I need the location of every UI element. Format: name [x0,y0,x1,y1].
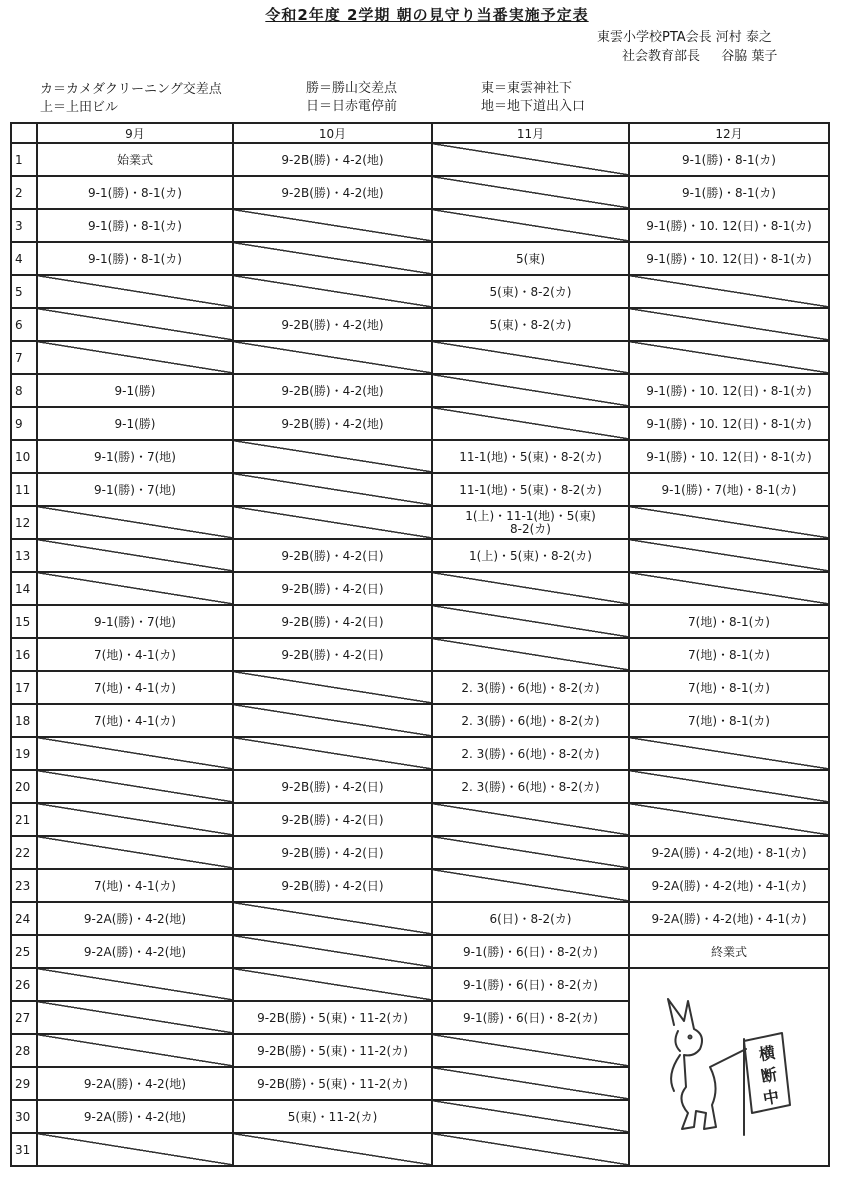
no-duty-cell [233,242,432,275]
schedule-cell: 2. 3(勝)・6(地)・8-2(カ) [432,737,629,770]
day-number: 30 [11,1100,37,1133]
day-number: 27 [11,1001,37,1034]
schedule-cell: 9-1(勝)・7(地) [37,605,233,638]
day-number: 7 [11,341,37,374]
no-duty-cell [629,572,829,605]
schedule-cell: 9-2B(勝)・4-2(日) [233,572,432,605]
table-row [11,935,829,968]
schedule-cell: 2. 3(勝)・6(地)・8-2(カ) [432,671,629,704]
no-duty-cell [233,275,432,308]
schedule-cell: 9-2B(勝)・4-2(日) [233,803,432,836]
no-duty-cell [233,671,432,704]
schedule-cell: 9-2B(勝)・4-2(日) [233,605,432,638]
day-number: 20 [11,770,37,803]
day-number: 25 [11,935,37,968]
table-row [11,803,829,836]
no-duty-cell [233,902,432,935]
schedule-cell: 始業式 [37,143,233,176]
table-row [11,902,829,935]
day-number: 11 [11,473,37,506]
table-row [11,671,829,704]
month-header: 9月 [37,123,233,143]
schedule-cell: 9-1(勝)・10. 12(日)・8-1(カ) [629,407,829,440]
no-duty-cell [37,308,233,341]
table-row [11,242,829,275]
table-row [11,341,829,374]
day-number: 19 [11,737,37,770]
no-duty-cell [233,341,432,374]
no-duty-cell [233,737,432,770]
schedule-cell: 9-2A(勝)・4-2(地) [37,902,233,935]
schedule-cell: 11-1(地)・5(東)・8-2(カ) [432,440,629,473]
page-title: 令和2年度 2学期 朝の見守り当番実施予定表 [265,6,589,24]
no-duty-cell [233,209,432,242]
no-duty-cell [233,1133,432,1166]
day-number: 17 [11,671,37,704]
schedule-cell: 1(上)・5(東)・8-2(カ) [432,539,629,572]
no-duty-cell [432,803,629,836]
no-duty-cell [432,1034,629,1067]
schedule-cell: 9-1(勝)・8-1(カ) [37,242,233,275]
schedule-table [10,122,830,1167]
schedule-cell: 9-2A(勝)・4-2(地) [37,935,233,968]
no-duty-cell [629,737,829,770]
month-header: 12月 [629,123,829,143]
no-duty-cell [629,803,829,836]
schedule-cell: 11-1(地)・5(東)・8-2(カ) [432,473,629,506]
no-duty-cell [233,935,432,968]
no-duty-cell [37,770,233,803]
day-number: 4 [11,242,37,275]
no-duty-cell [233,440,432,473]
table-row [11,968,829,1001]
schedule-cell: 5(東)・8-2(カ) [432,308,629,341]
no-duty-cell [629,539,829,572]
day-number: 9 [11,407,37,440]
schedule-cell: 9-2B(勝)・4-2(地) [233,374,432,407]
day-number: 8 [11,374,37,407]
svg-text:断: 断 [759,1064,779,1087]
schedule-cell: 9-2B(勝)・4-2(地) [233,407,432,440]
day-number: 5 [11,275,37,308]
day-number: 28 [11,1034,37,1067]
schedule-cell: 7(地)・8-1(カ) [629,605,829,638]
legend-higashi: 東＝東雲神社下 [481,81,573,96]
schedule-cell: 終業式 [629,935,829,968]
no-duty-cell [629,341,829,374]
table-row [11,836,829,869]
month-header: 11月 [432,123,629,143]
schedule-cell: 9-1(勝)・6(日)・8-2(カ) [432,968,629,1001]
no-duty-cell [432,1100,629,1133]
schedule-cell: 9-2B(勝)・5(東)・11-2(カ) [233,1001,432,1034]
schedule-cell: 9-2B(勝)・4-2(日) [233,638,432,671]
no-duty-cell [629,308,829,341]
day-number: 13 [11,539,37,572]
no-duty-cell [432,143,629,176]
no-duty-cell [37,968,233,1001]
schedule-cell: 7(地)・4-1(カ) [37,671,233,704]
table-row [11,473,829,506]
day-number: 6 [11,308,37,341]
schedule-cell: 1(上)・11-1(地)・5(東) 8-2(カ) [432,506,629,539]
day-number: 21 [11,803,37,836]
day-number: 10 [11,440,37,473]
legend-hi: 日＝日赤電停前 [306,99,398,114]
no-duty-cell [432,176,629,209]
schedule-cell: 7(地)・4-1(カ) [37,869,233,902]
schedule-cell: 5(東) [432,242,629,275]
schedule-cell: 9-1(勝)・10. 12(日)・8-1(カ) [629,374,829,407]
schedule-cell: 9-1(勝)・8-1(カ) [629,176,829,209]
schedule-cell: 9-2B(勝)・4-2(日) [233,836,432,869]
table-row [11,638,829,671]
day-number: 23 [11,869,37,902]
day-number: 12 [11,506,37,539]
table-row [11,275,829,308]
schedule-cell: 9-1(勝)・7(地)・8-1(カ) [629,473,829,506]
day-number: 31 [11,1133,37,1166]
schedule-cell: 9-2B(勝)・5(東)・11-2(カ) [233,1067,432,1100]
month-header-row [11,123,829,143]
schedule-cell: 9-1(勝)・8-1(カ) [37,209,233,242]
no-duty-cell [37,275,233,308]
table-row [11,704,829,737]
no-duty-cell [37,539,233,572]
day-number: 3 [11,209,37,242]
table-row [11,440,829,473]
schedule-cell: 6(日)・8-2(カ) [432,902,629,935]
no-duty-cell [37,803,233,836]
no-duty-cell [233,506,432,539]
table-row [11,374,829,407]
schedule-cell: 9-2A(勝)・4-2(地)・8-1(カ) [629,836,829,869]
day-number: 26 [11,968,37,1001]
schedule-cell: 9-2A(勝)・4-2(地)・4-1(カ) [629,869,829,902]
schedule-cell: 2. 3(勝)・6(地)・8-2(カ) [432,770,629,803]
table-row [11,209,829,242]
schedule-cell: 9-2B(勝)・4-2(日) [233,869,432,902]
schedule-cell: 9-1(勝)・10. 12(日)・8-1(カ) [629,440,829,473]
day-number: 18 [11,704,37,737]
no-duty-cell [629,275,829,308]
day-number: 16 [11,638,37,671]
no-duty-cell [432,869,629,902]
schedule-cell: 9-1(勝)・10. 12(日)・8-1(カ) [629,209,829,242]
schedule-cell: 9-1(勝)・10. 12(日)・8-1(カ) [629,242,829,275]
legend-chi: 地＝地下道出入口 [481,99,586,114]
no-duty-cell [629,506,829,539]
no-duty-cell [432,605,629,638]
no-duty-cell [37,836,233,869]
no-duty-cell [432,572,629,605]
schedule-cell: 9-2B(勝)・4-2(日) [233,539,432,572]
schedule-cell: 9-1(勝)・6(日)・8-2(カ) [432,1001,629,1034]
month-header: 10月 [233,123,432,143]
schedule-cell: 9-2A(勝)・4-2(地) [37,1067,233,1100]
schedule-cell: 9-2B(勝)・4-2(日) [233,770,432,803]
day-number: 14 [11,572,37,605]
flag-text: 横 [757,1042,777,1065]
no-duty-cell [432,1133,629,1166]
schedule-cell: 9-1(勝)・8-1(カ) [629,143,829,176]
schedule-cell: 9-2A(勝)・4-2(地) [37,1100,233,1133]
legend-ka: カ＝カメダクリーニング交差点 [40,82,222,97]
no-duty-cell [629,770,829,803]
table-row [11,572,829,605]
no-duty-cell [37,341,233,374]
no-duty-cell [233,968,432,1001]
no-duty-cell [432,1067,629,1100]
table-row [11,869,829,902]
schedule-cell: 9-2B(勝)・4-2(地) [233,308,432,341]
day-number: 24 [11,902,37,935]
schedule-cell: 9-2B(勝)・4-2(地) [233,143,432,176]
schedule-cell: 9-1(勝) [37,374,233,407]
schedule-cell: 9-2B(勝)・4-2(地) [233,176,432,209]
schedule-cell: 9-1(勝)・7(地) [37,440,233,473]
day-number: 22 [11,836,37,869]
day-number: 1 [11,143,37,176]
no-duty-cell [37,1133,233,1166]
no-duty-cell [233,473,432,506]
no-duty-cell [432,209,629,242]
schedule-cell: 9-1(勝)・8-1(カ) [37,176,233,209]
schedule-cell: 7(地)・8-1(カ) [629,638,829,671]
no-duty-cell [432,407,629,440]
schedule-cell: 9-2A(勝)・4-2(地)・4-1(カ) [629,902,829,935]
no-duty-cell [37,1034,233,1067]
schedule-cell: 2. 3(勝)・6(地)・8-2(カ) [432,704,629,737]
no-duty-cell [37,572,233,605]
day-number: 15 [11,605,37,638]
svg-text:中: 中 [761,1086,781,1109]
day-number: 2 [11,176,37,209]
schedule-cell: 5(東)・8-2(カ) [432,275,629,308]
no-duty-cell [432,836,629,869]
legend-katsu: 勝＝勝山交差点 [306,81,398,96]
table-row [11,308,829,341]
legend-ue: 上＝上田ビル [40,100,119,115]
table-row [11,407,829,440]
rabbit-crossing-mascot [654,995,804,1145]
no-duty-cell [432,341,629,374]
schedule-cell: 5(東)・11-2(カ) [233,1100,432,1133]
table-row [11,539,829,572]
table-row [11,770,829,803]
schedule-cell: 9-1(勝)・7(地) [37,473,233,506]
no-duty-cell [432,374,629,407]
table-row [11,506,829,539]
no-duty-cell [233,704,432,737]
table-row [11,143,829,176]
education-head-credit: 社会教育部長 谷脇 葉子 [622,49,778,64]
table-row [11,737,829,770]
mascot-cell [629,968,829,1166]
schedule-cell: 9-1(勝) [37,407,233,440]
no-duty-cell [37,506,233,539]
schedule-cell: 9-2B(勝)・5(東)・11-2(カ) [233,1034,432,1067]
schedule-cell: 7(地)・8-1(カ) [629,704,829,737]
pta-president-credit: 東雲小学校PTA会長 河村 泰之 [597,30,772,45]
corner-cell [11,123,37,143]
schedule-cell: 7(地)・4-1(カ) [37,704,233,737]
schedule-cell: 9-1(勝)・6(日)・8-2(カ) [432,935,629,968]
no-duty-cell [37,1001,233,1034]
no-duty-cell [37,737,233,770]
day-number: 29 [11,1067,37,1100]
schedule-cell: 7(地)・4-1(カ) [37,638,233,671]
table-row [11,605,829,638]
schedule-cell: 7(地)・8-1(カ) [629,671,829,704]
table-row [11,176,829,209]
no-duty-cell [432,638,629,671]
